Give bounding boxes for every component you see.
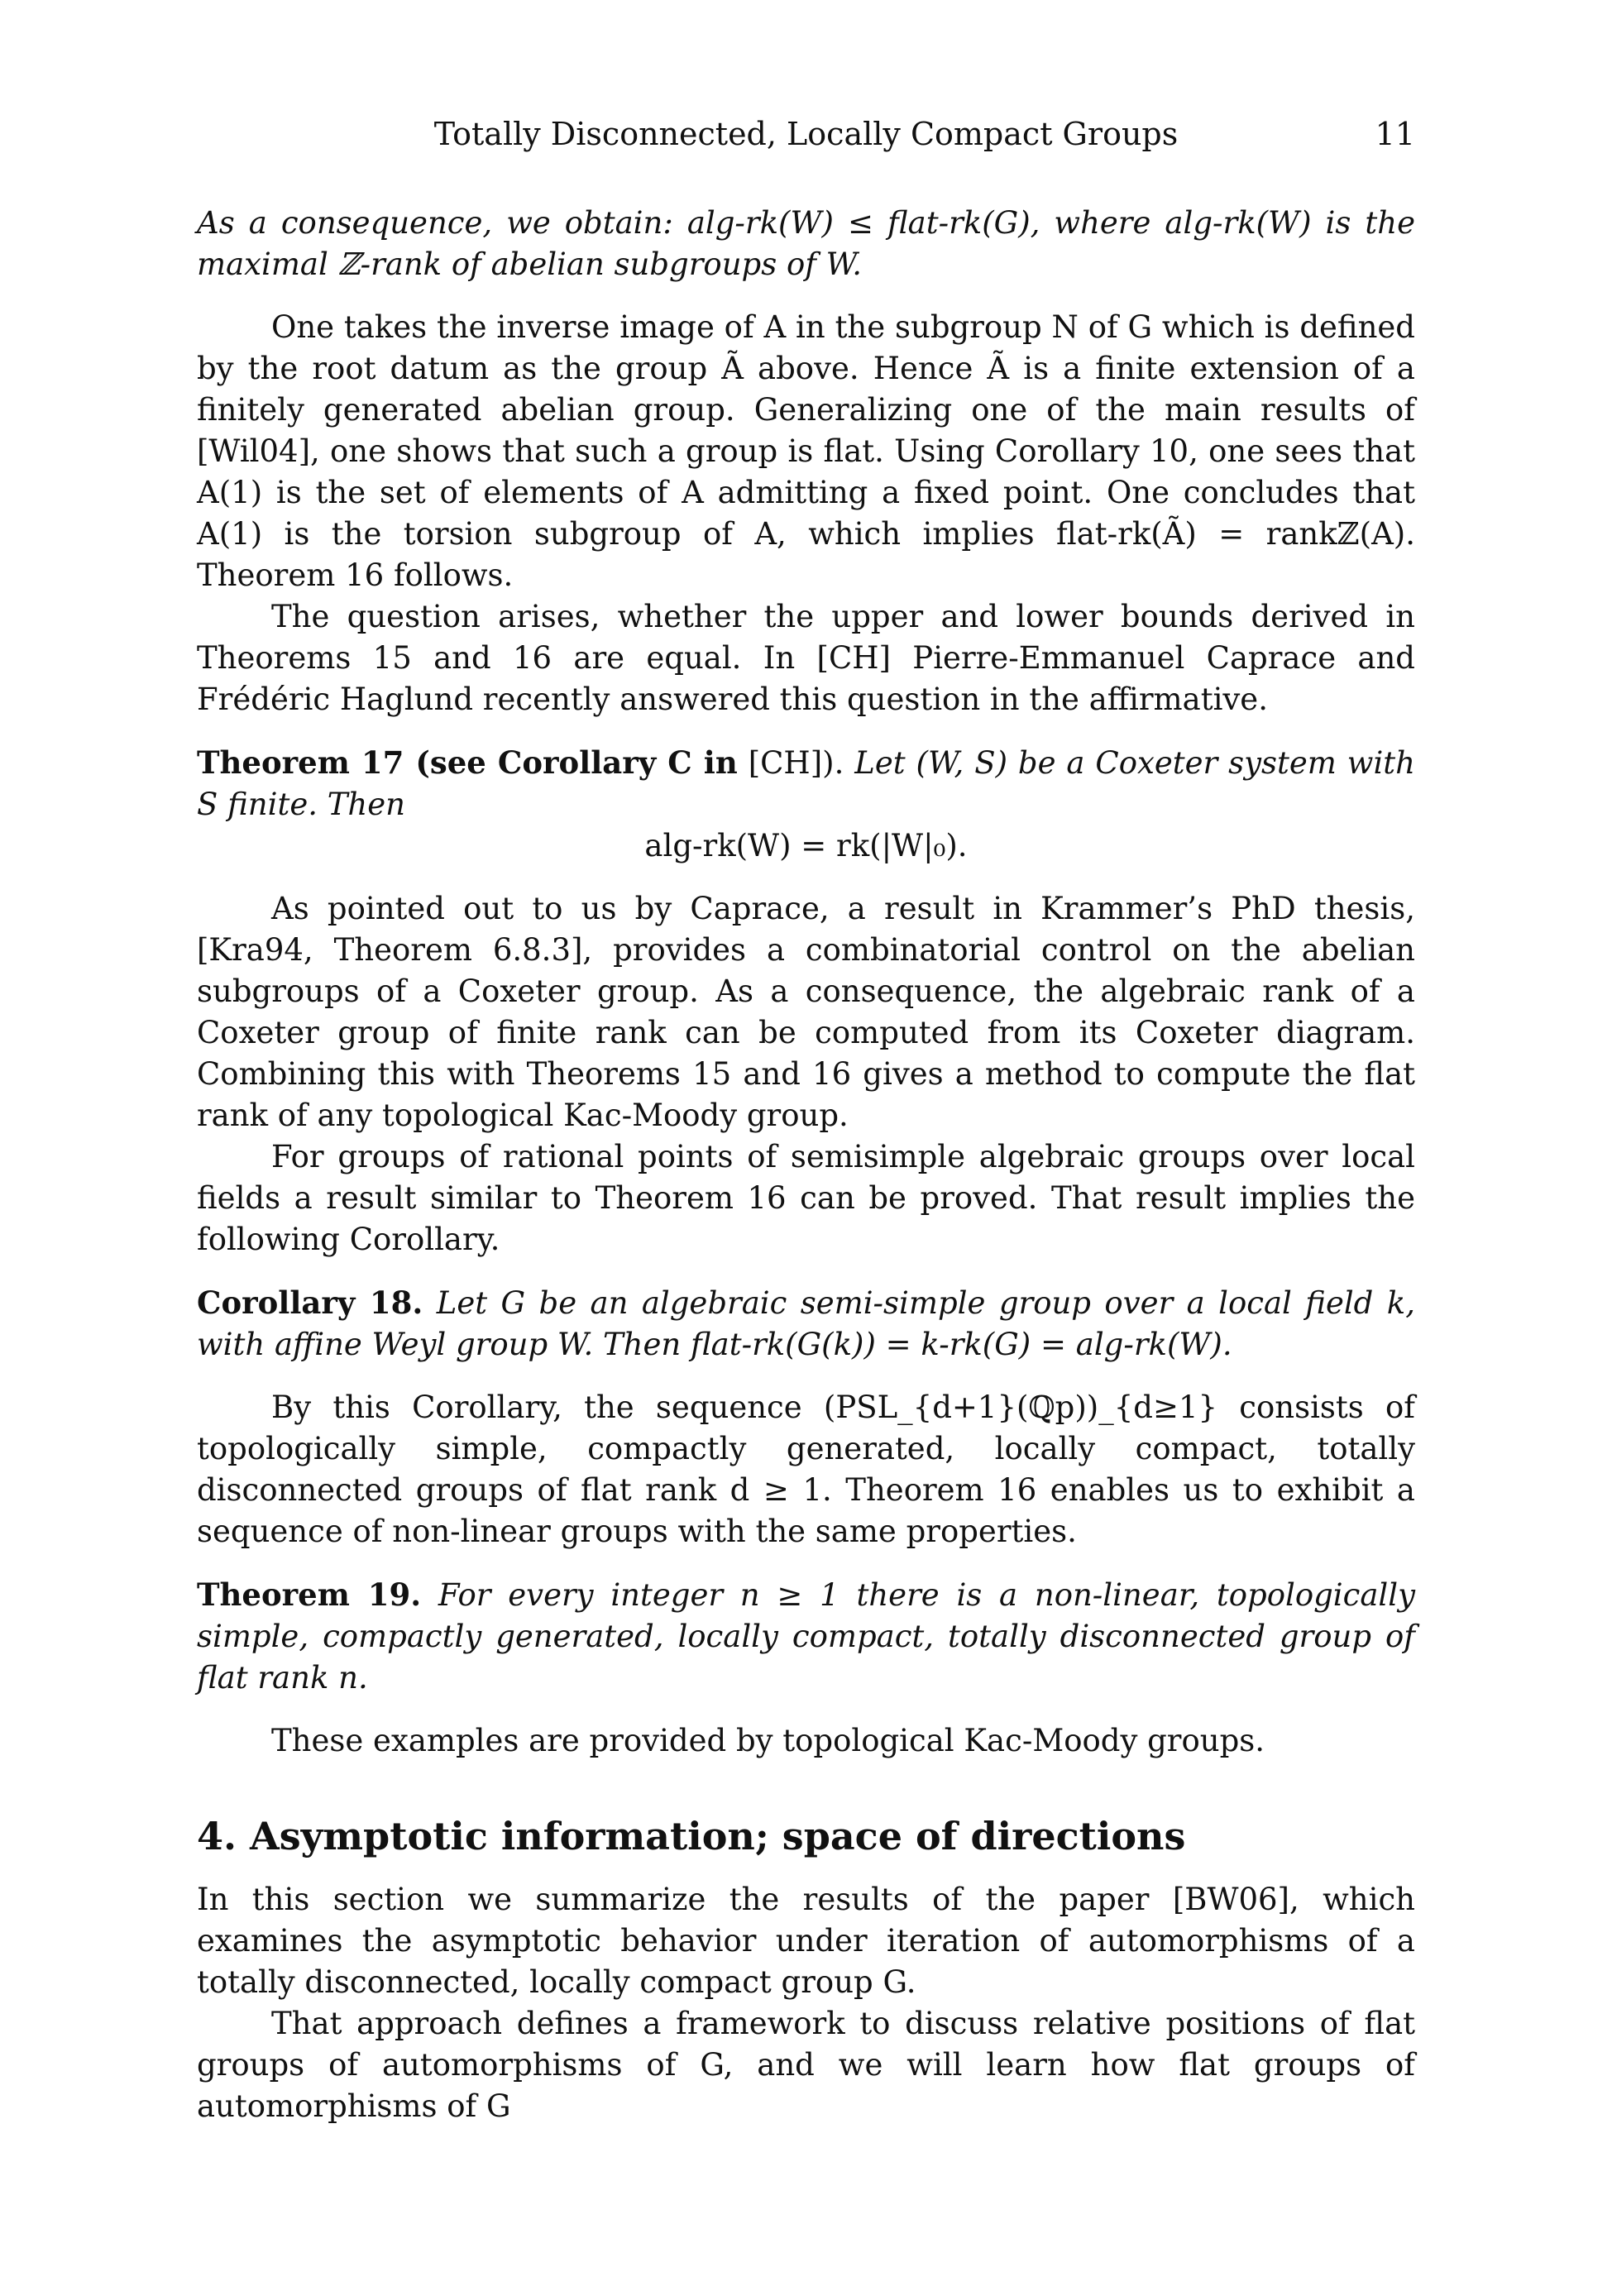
consequence-statement: As a consequence, we obtain: alg-rk(W) ≤ flat-rk(G), where alg-rk(W) is the maximal ℤ-rank of abelian subgroups of W. — [197, 205, 1415, 282]
theorem-19 — [197, 1574, 1415, 1699]
running-title: Totally Disconnected, Locally Compact Groups — [433, 116, 1179, 152]
paragraph: In this section we summarize the results of the paper [BW06], which examines the asymptotic behavior under iteration of automorphisms of a totally disconnected, locally compact group G. — [197, 1882, 1415, 2000]
theorem-19-text: For every integer n ≥ 1 there is a non-linear, topologically simple, compactly generated, locally compact, totally disconnected group of flat rank n. — [197, 1577, 1415, 1696]
theorem-19-head: Theorem 19. — [197, 1576, 422, 1613]
corollary-18-text: Let G be an algebraic semi-simple group over a local field k, with affine Weyl group W. Then flat-rk(G(k)) = k-rk(G) = alg-rk(W). — [197, 1285, 1415, 1362]
paragraph: The question arises, whether the upper and lower bounds derived in Theorems 15 and 16 are equal. In [CH] Pierre-Emmanuel Caprace and Frédéric Haglund recently answered this question in the affirmative. — [197, 599, 1415, 717]
theorem-17-head: Theorem 17 (see Corollary C in — [197, 744, 738, 781]
display-equation: alg-rk(W) = rk(|W|₀). — [644, 828, 968, 863]
page-body — [197, 203, 1415, 2127]
paragraph: These examples are provided by topological Kac-Moody groups. — [271, 1723, 1265, 1758]
running-header — [197, 116, 1415, 157]
paragraph: That approach defines a framework to discuss relative positions of flat groups of automorphisms of G, and we will learn how flat groups of automorphisms of G — [197, 2006, 1415, 2124]
theorem-17-text: Let (W, S) be a Coxeter system with S finite. Then — [197, 745, 1416, 822]
page-number: 11 — [1375, 116, 1415, 152]
paragraph: By this Corollary, the sequence (PSL_{d+1}(ℚp))_{d≥1} consists of topologically simple, compactly generated, locally compact, totally disconnected groups of flat rank d ≥ 1. Theorem 16 enables us to exhibit a sequence of non-linear groups with the same properties. — [197, 1390, 1415, 1549]
section-heading: 4. Asymptotic information; space of directions — [197, 1814, 1186, 1858]
theorem-17-ref: [CH]). — [737, 745, 844, 781]
paragraph: As pointed out to us by Caprace, a result in Krammer’s PhD thesis, [Kra94, Theorem 6.8.3], provides a combinatorial control on the abelian subgroups of a Coxeter group. As a consequence, the algebraic rank of a Coxeter group of finite rank can be computed from its Coxeter diagram. Combining this with Theorems 15 and 16 gives a method to compute the flat rank of any topological Kac-Moody group. — [197, 891, 1415, 1133]
corollary-18-head: Corollary 18. — [197, 1284, 423, 1321]
paragraph: For groups of rational points of semisimple algebraic groups over local fields a result similar to Theorem 16 can be proved. That result implies the following Corollary. — [197, 1139, 1415, 1257]
paragraph: One takes the inverse image of A in the subgroup N of G which is defined by the root datum as the group Ã above. Hence Ã is a finite extension of a finitely generated abelian group. Generalizing one of the main results of [Wil04], one shows that such a group is flat. Using Corollary 10, one sees that A(1) is the set of elements of A admitting a fixed point. One concludes that A(1) is the torsion subgroup of A, which implies flat-rk(Ã) = rankℤ(A). Theorem 16 follows. — [197, 309, 1415, 593]
corollary-18 — [197, 1282, 1415, 1366]
theorem-17 — [197, 742, 1415, 825]
